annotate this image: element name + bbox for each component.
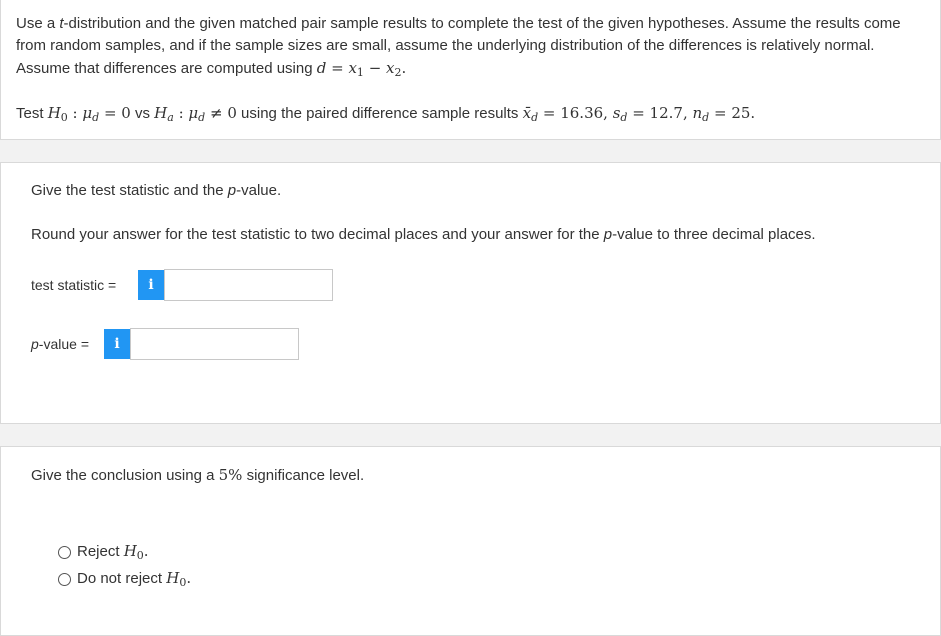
option-do-not-reject[interactable] <box>58 569 191 589</box>
info-icon[interactable]: i <box>104 329 130 359</box>
test-statistic-label: test statistic = <box>31 277 117 293</box>
p-value-label: p-value = <box>31 336 89 352</box>
difference-formula: $d = x_1 - x_2$. <box>316 59 407 79</box>
conclusion-card <box>0 446 941 636</box>
alt-hypothesis: $H_a$ : $\mu_d \ne 0$ <box>154 104 237 124</box>
option-label: Do not reject $H_0$. <box>77 569 192 589</box>
question-card <box>0 0 941 140</box>
radio-button[interactable] <box>58 573 71 586</box>
p-value-input[interactable] <box>130 328 299 360</box>
option-label: Reject $H_0$. <box>77 542 149 562</box>
hypotheses-text: Test $H_0$ : $\mu_d = 0$ vs $H_a$ : $\mu_d \ne 0$ using the paired difference sample results $x̄_d = 16.36$, $s_d = 12.7$, $n_d = 25$. <box>16 104 756 124</box>
question-text: Use a t-distribution and the given matched pair sample results to complete the test of the given hypotheses. Assume the results come from random samples, and if the sample sizes are small, assume the underlying distribution of the differences is relatively normal. Assume that differences are computed using $d = x_1 - x_2$. <box>16 15 901 79</box>
test-statistic-input[interactable] <box>164 269 333 301</box>
sample-results: $x̄_d = 16.36$, $s_d = 12.7$, $n_d = 25$. <box>522 104 756 124</box>
part-a-prompt: Give the test statistic and the p-value. <box>31 182 282 199</box>
rounding-instruction: Round your answer for the test statistic to two decimal places and your answer for the p-value to three decimal places. <box>31 226 816 243</box>
radio-button[interactable] <box>58 546 71 559</box>
test-statistic-card <box>0 162 941 424</box>
part-b-prompt: Give the conclusion using a 5% significance level. <box>31 466 365 484</box>
option-reject[interactable] <box>58 542 149 562</box>
null-hypothesis: $H_0$ : $\mu_d = 0$ <box>47 104 131 124</box>
info-icon[interactable]: i <box>138 270 164 300</box>
